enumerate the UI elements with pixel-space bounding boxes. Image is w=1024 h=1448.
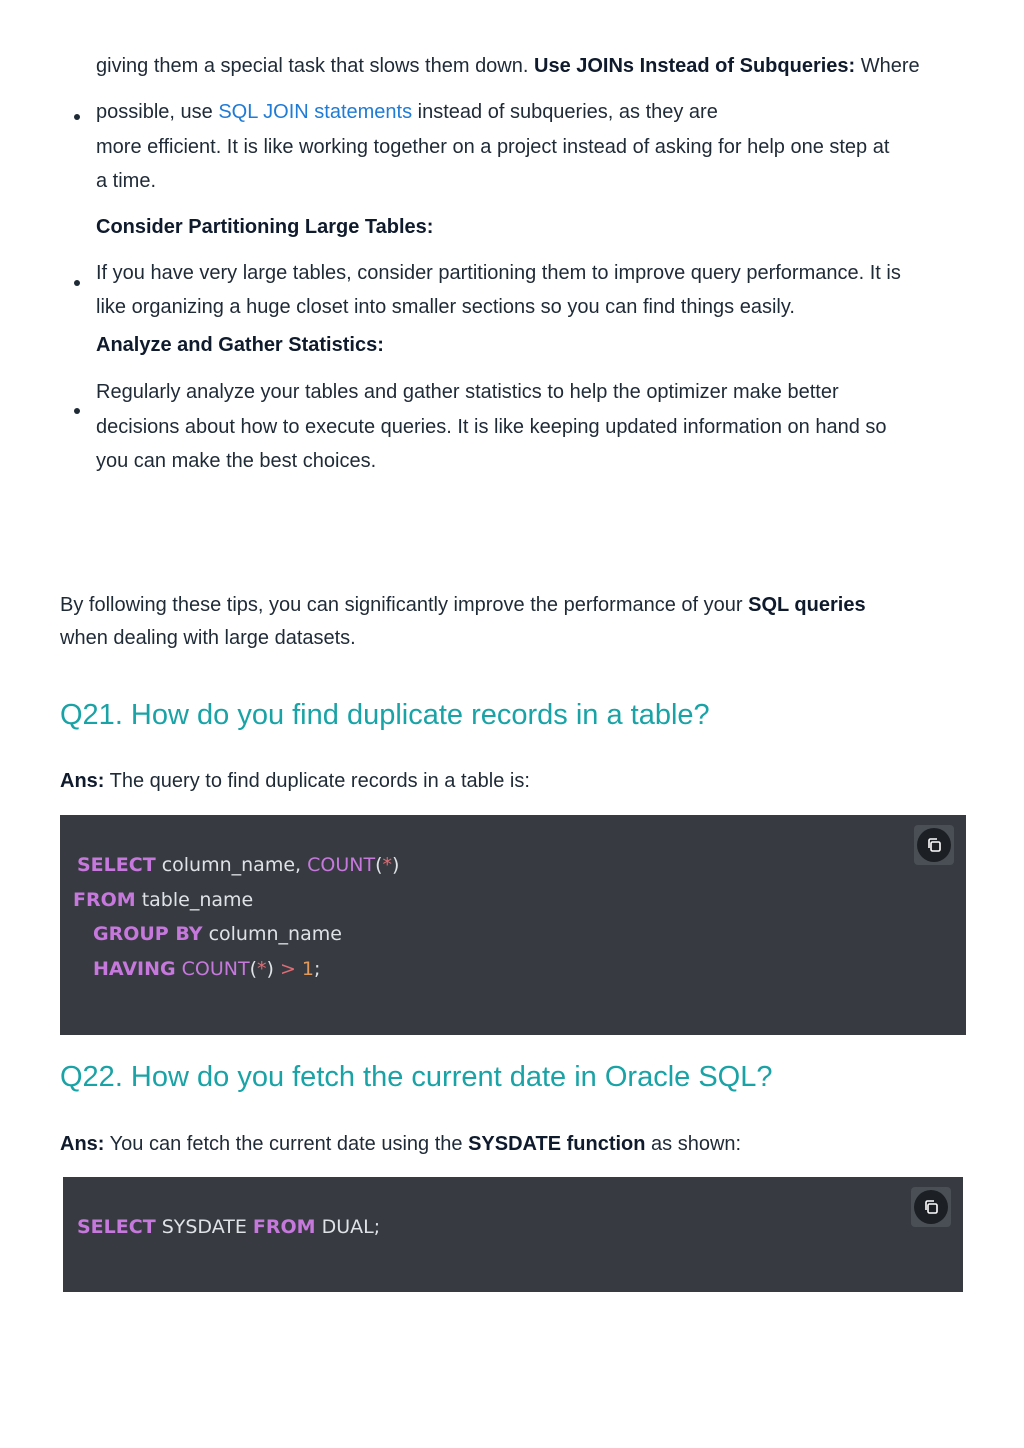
copy-icon [914, 1190, 948, 1224]
tip-item3-line2: decisions about how to execute queries. It is like keeping updated information on hand so [96, 416, 887, 438]
tip-item1-line1 [96, 49, 920, 83]
code-operator: > [279, 958, 296, 980]
q22-answer [60, 1127, 741, 1161]
tip-item2-heading [96, 210, 433, 244]
q22-ans-label: Ans: [60, 1133, 105, 1155]
q22-ans-bold: SYSDATE function [468, 1133, 646, 1155]
q22-heading: Q22. How do you fetch the current date in Oracle SQL? [60, 1061, 773, 1093]
bullet-icon [74, 408, 80, 414]
code-text: table_name [135, 889, 254, 911]
tip-item2-heading-text: Consider Partitioning Large Tables: [96, 216, 434, 238]
code-text: ; [314, 958, 321, 980]
summary-line1-pre: By following these tips, you can significantly improve the performance of your [60, 594, 743, 616]
tip-item3-line3: you can make the best choices. [96, 450, 377, 472]
code-text: column_name, [155, 854, 308, 876]
code-text: DUAL; [315, 1216, 381, 1238]
code-text: SYSDATE [155, 1216, 253, 1238]
q22-copy-button[interactable] [911, 1187, 951, 1227]
code-keyword: FROM [73, 889, 136, 911]
code-paren: ( [249, 958, 258, 980]
tip-item1-line2-pre: possible, use [96, 101, 213, 123]
q22-code-line-1 [77, 1212, 380, 1242]
tip-item3-heading-text: Analyze and Gather Statistics: [96, 334, 384, 356]
code-paren: ) [391, 854, 400, 876]
code-keyword: HAVING [93, 958, 176, 980]
q21-code-line-1 [77, 850, 399, 880]
code-text: column_name [202, 923, 342, 945]
q22-ans-pre: You can fetch the current date using the [109, 1133, 463, 1155]
q21-answer [60, 764, 530, 798]
tip-item2-line1: If you have very large tables, consider partitioning them to improve query performance. It is [96, 262, 901, 284]
tip-item2-line2: like organizing a huge closet into smaller sections so you can find things easily. [96, 296, 795, 318]
summary-line1 [60, 588, 866, 622]
bullet-icon [74, 280, 80, 286]
q21-code-line-3 [93, 919, 342, 949]
code-operator: * [382, 854, 392, 876]
q21-code-line-4 [93, 954, 320, 984]
code-paren: ) [266, 958, 280, 980]
q21-code-line-2 [73, 885, 253, 915]
tip-item1-line2-post: instead of subqueries, as they are [417, 101, 718, 123]
q22-code-block [63, 1177, 963, 1292]
code-keyword: SELECT [77, 854, 156, 876]
code-paren: ( [375, 854, 383, 876]
tip-item1-line4: a time. [96, 170, 157, 192]
tip-item3-line1: Regularly analyze your tables and gather statistics to help the optimizer make better [96, 381, 839, 403]
summary-line1-bold: SQL queries [748, 594, 866, 616]
q21-ans-text: The query to find duplicate records in a table is: [109, 770, 530, 792]
code-keyword: GROUP BY [93, 923, 203, 945]
bullet-icon [74, 114, 80, 120]
copy-icon [917, 828, 951, 862]
tip-item1-line3: more efficient. It is like working together on a project instead of asking for help one step at [96, 136, 890, 158]
code-operator: * [257, 958, 267, 980]
q21-ans-label: Ans: [60, 770, 105, 792]
tip-item1-heading: Use JOINs Instead of Subqueries: [534, 55, 856, 77]
code-function: COUNT [175, 958, 250, 980]
code-keyword: SELECT [77, 1216, 156, 1238]
q21-code-block [60, 815, 966, 1035]
q22-ans-post: as shown: [651, 1133, 742, 1155]
tip-item1-intro: giving them a special task that slows them down. [96, 55, 529, 77]
summary-line2: when dealing with large datasets. [60, 627, 356, 649]
tip-item3-heading [96, 328, 384, 362]
tip-item1-line2 [96, 95, 718, 129]
code-function: COUNT [307, 854, 376, 876]
code-number: 1 [295, 958, 315, 980]
code-keyword: FROM [252, 1216, 316, 1238]
tip-item1-after-heading: Where [860, 55, 920, 77]
sql-join-statements-link[interactable]: SQL JOIN statements [218, 101, 413, 123]
q21-copy-button[interactable] [914, 825, 954, 865]
q21-heading: Q21. How do you find duplicate records in a table? [60, 699, 710, 731]
